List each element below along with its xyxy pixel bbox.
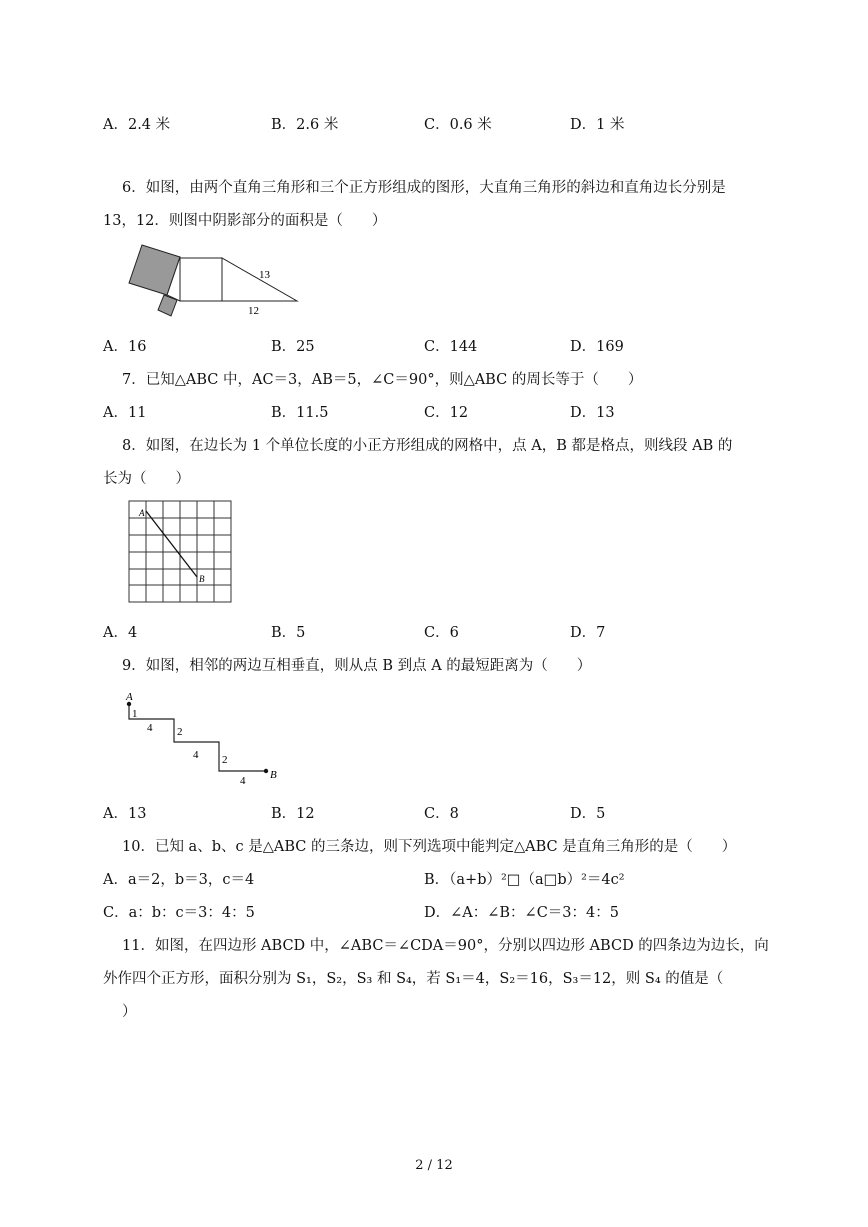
q9-text: 9．如图，相邻的两边互相垂直，则从点 B 到点 A 的最短距离为（ ） bbox=[122, 658, 592, 674]
q6-label-hyp: 13 bbox=[259, 269, 270, 281]
q11-text-line3: ） bbox=[122, 1004, 137, 1020]
q6-middle-square bbox=[180, 258, 222, 301]
q6-option-a: A．16 bbox=[103, 339, 147, 355]
q9-staircase-figure bbox=[120, 685, 290, 789]
q10-option-d: D．∠A：∠B：∠C＝3：4：5 bbox=[424, 905, 619, 921]
q8-option-c: C．6 bbox=[424, 625, 459, 641]
q10-text: 10．已知 a、b、c 是△ABC 的三条边，则下列选项中能判定△ABC 是直角三角形的是（ ） bbox=[122, 839, 737, 855]
q6-option-d: D．169 bbox=[570, 339, 624, 355]
q9-label-b: B bbox=[270, 769, 277, 781]
q10-option-c: C．a：b：c＝3：4：5 bbox=[103, 905, 255, 921]
q10-option-a: A．a＝2，b＝3，c＝4 bbox=[103, 872, 255, 888]
q6-option-c: C．144 bbox=[424, 339, 478, 355]
q8-option-b: B．5 bbox=[271, 625, 306, 641]
q8-grid-figure bbox=[126, 498, 236, 606]
q9-label-seg4: 4 bbox=[193, 749, 199, 761]
q8-option-a: A．4 bbox=[103, 625, 138, 641]
q5-option-b: B．2.6 米 bbox=[271, 117, 339, 133]
q5-option-a: A．2.4 米 bbox=[103, 117, 171, 133]
q9-label-seg5: 2 bbox=[222, 754, 228, 766]
q9-label-seg3: 2 bbox=[177, 726, 183, 738]
page-number: 2 / 12 bbox=[415, 1158, 453, 1173]
q8-label-a: A bbox=[139, 508, 145, 518]
q9-option-c: C．8 bbox=[424, 806, 459, 822]
q8-text-line1: 8．如图，在边长为 1 个单位长度的小正方形组成的网格中，点 A，B 都是格点，则线段 AB 的 bbox=[122, 438, 733, 454]
q6-figure bbox=[120, 238, 305, 320]
q9-option-a: A．13 bbox=[103, 806, 147, 822]
q9-label-seg1: 1 bbox=[132, 708, 138, 720]
q7-option-d: D．13 bbox=[570, 405, 615, 421]
q8-option-d: D．7 bbox=[570, 625, 606, 641]
q11-text-line1: 11．如图，在四边形 ABCD 中，∠ABC＝∠CDA＝90°，分别以四边形 ABCD 的四条边为边长，向 bbox=[122, 938, 769, 954]
q8-text-line2: 长为（ ） bbox=[103, 471, 190, 487]
q5-option-c: C．0.6 米 bbox=[424, 117, 492, 133]
q8-segment-ab bbox=[146, 511, 197, 577]
q11-text-line2: 外作四个正方形，面积分别为 S₁，S₂，S₃ 和 S₄，若 S₁＝4，S₂＝16，S₃＝12，则 S₄ 的值是（ bbox=[103, 971, 724, 987]
q8-label-b: B bbox=[199, 574, 205, 584]
q6-text-line2: 13，12．则图中阴影部分的面积是（ ） bbox=[103, 213, 387, 229]
q7-option-a: A．11 bbox=[103, 405, 147, 421]
q6-text-line1: 6．如图，由两个直角三角形和三个正方形组成的图形，大直角三角形的斜边和直角边长分别是 bbox=[122, 180, 726, 196]
q9-label-seg2: 4 bbox=[147, 722, 153, 734]
q7-text: 7．已知△ABC 中，AC＝3，AB＝5，∠C＝90°，则△ABC 的周长等于（ ） bbox=[122, 372, 643, 388]
q9-option-d: D．5 bbox=[570, 806, 606, 822]
q9-point-b bbox=[264, 769, 268, 773]
q6-option-b: B．25 bbox=[271, 339, 315, 355]
q10-option-b: B．（a+b）²□（a□b）²＝4c² bbox=[424, 872, 625, 888]
q5-option-d: D．1 米 bbox=[570, 117, 625, 133]
q6-label-leg: 12 bbox=[248, 305, 259, 317]
q9-option-b: B．12 bbox=[271, 806, 315, 822]
q7-option-c: C．12 bbox=[424, 405, 469, 421]
q9-label-seg6: 4 bbox=[240, 775, 246, 787]
q7-option-b: B．11.5 bbox=[271, 405, 329, 421]
q9-label-a: A bbox=[126, 691, 133, 703]
